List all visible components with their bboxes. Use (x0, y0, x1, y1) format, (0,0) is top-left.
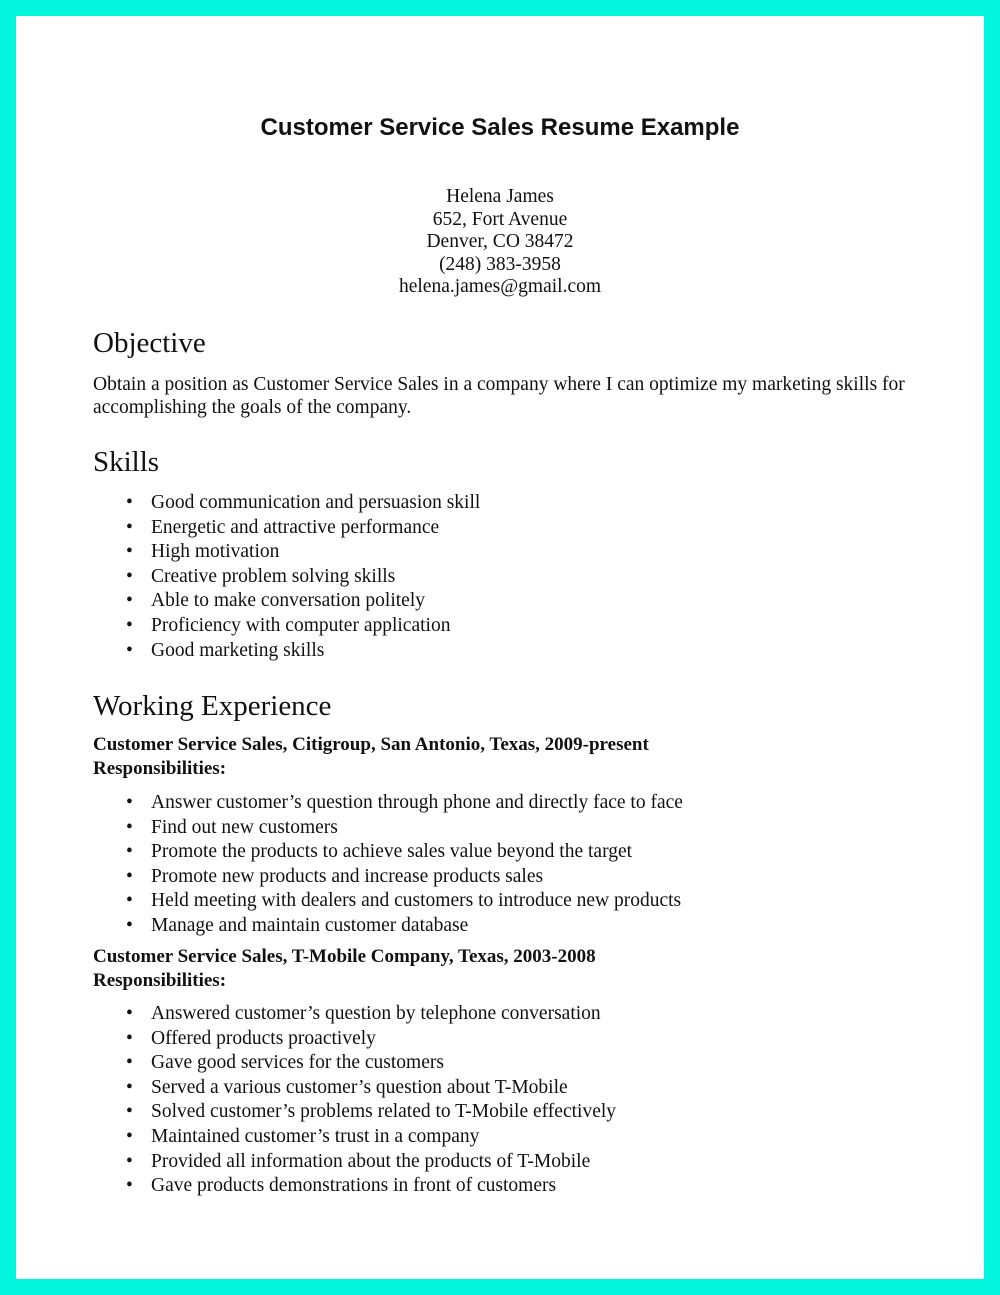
list-item: • Good marketing skills (93, 639, 480, 664)
job-header (93, 945, 596, 992)
list-item: • Energetic and attractive performance (93, 516, 480, 541)
contact-block (0, 186, 1000, 299)
experience-heading: Working Experience (93, 690, 332, 722)
list-item: • Solved customer’s problems related to T-Mobile effectively (93, 1100, 616, 1125)
job-responsibilities (93, 1002, 616, 1199)
list-item: • Answered customer’s question by telephone conversation (93, 1002, 616, 1027)
list-item: • Good communication and persuasion skill (93, 491, 480, 516)
list-item: • Provided all information about the products of T-Mobile (93, 1150, 616, 1175)
list-item: • Promote the products to achieve sales value beyond the target (93, 840, 683, 865)
list-item: • Creative problem solving skills (93, 565, 480, 590)
list-item: • Manage and maintain customer database (93, 914, 683, 939)
contact-city: Denver, CO 38472 (426, 231, 574, 252)
contact-address: 652, Fort Avenue (432, 208, 568, 230)
list-item: • Find out new customers (93, 816, 683, 841)
list-item: • Promote new products and increase products sales (93, 865, 683, 890)
objective-heading: Objective (93, 327, 206, 359)
list-item: • Served a various customer’s question about T-Mobile (93, 1076, 616, 1101)
contact-email: helena.james@gmail.com (398, 276, 602, 297)
list-item: • Offered products proactively (93, 1027, 616, 1052)
job-title: Customer Service Sales, T-Mobile Company, Texas, 2003-2008 (93, 946, 596, 967)
list-item: • High motivation (93, 540, 480, 565)
list-item: • Gave products demonstrations in front of customers (93, 1174, 616, 1199)
skills-heading: Skills (93, 446, 160, 478)
list-item: • Proficiency with computer application (93, 614, 480, 639)
responsibilities-label: Responsibilities: (93, 757, 227, 779)
list-item: • Maintained customer’s trust in a company (93, 1125, 616, 1150)
job-title: Customer Service Sales, Citigroup, San Antonio, Texas, 2009-present (93, 734, 649, 755)
job-responsibilities (93, 791, 683, 939)
contact-name: Helena James (446, 186, 554, 207)
list-item: • Held meeting with dealers and customers to introduce new products (93, 889, 683, 914)
list-item: • Answer customer’s question through phone and directly face to face (93, 791, 683, 816)
objective-text: Obtain a position as Customer Service Sales in a company where I can optimize my marketing skills for accomplishing the goals of the company. (93, 374, 905, 418)
contact-phone: (248) 383-3958 (439, 253, 561, 275)
list-item: • Able to make conversation politely (93, 589, 480, 614)
responsibilities-label: Responsibilities: (93, 969, 227, 991)
skills-list (93, 491, 480, 663)
list-item: • Gave good services for the customers (93, 1051, 616, 1076)
document-title: Customer Service Sales Resume Example (260, 114, 740, 141)
job-header (93, 733, 649, 780)
